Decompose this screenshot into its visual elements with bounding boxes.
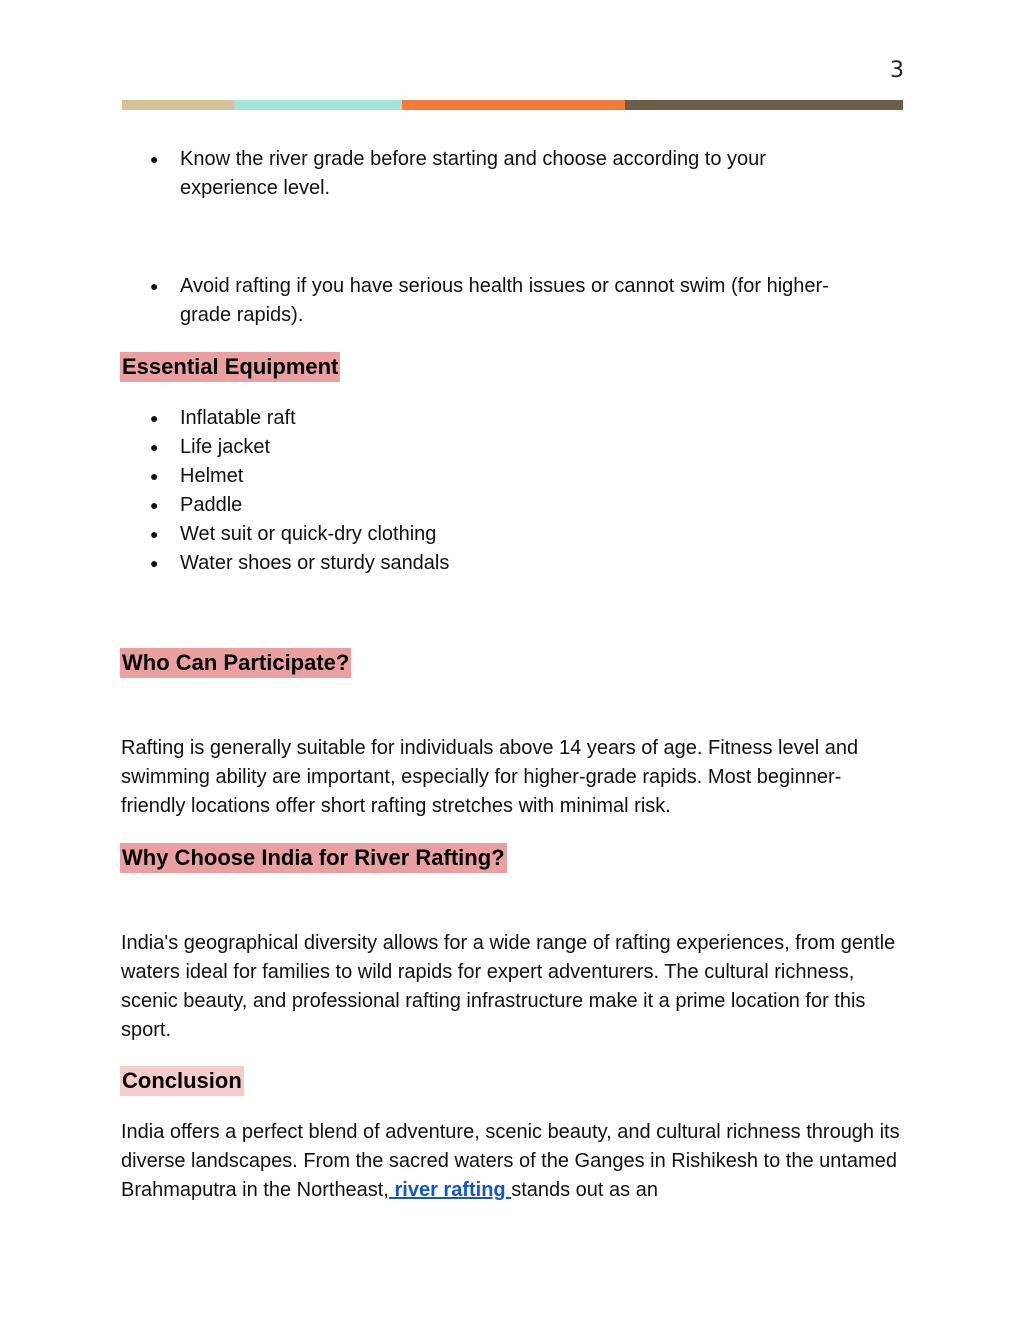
page-number: 3 xyxy=(890,58,904,83)
list-item: ● Helmet xyxy=(180,462,840,491)
paragraph-conclusion xyxy=(121,1118,901,1205)
section-heading-conclusion: Conclusion xyxy=(120,1066,244,1096)
color-bar-segment xyxy=(122,100,234,110)
conclusion-text: India offers a perfect blend of adventure, scenic beauty, and cultural richness through its diverse landscapes. From the sacred waters of the Ganges in Rishikesh to the untamed Brahmaputra in the Northeast, xyxy=(121,1121,900,1201)
section-heading-why-india: Why Choose India for River Rafting? xyxy=(120,843,507,873)
section-heading-equipment: Essential Equipment xyxy=(120,352,340,382)
list-item: ● Life jacket xyxy=(180,433,840,462)
color-bar-segment xyxy=(234,100,402,110)
list-item: ● Paddle xyxy=(180,491,840,520)
color-bar-segment xyxy=(402,100,625,110)
list-item: ● Inflatable raft xyxy=(180,404,840,433)
list-item: ● Wet suit or quick-dry clothing xyxy=(180,520,840,549)
section-heading-participate: Who Can Participate? xyxy=(120,648,351,678)
conclusion-text-continued: stands out as an xyxy=(511,1179,658,1201)
paragraph-participate: Rafting is generally suitable for individuals above 14 years of age. Fitness level and swimming ability are important, especially for higher-grade rapids. Most beginner-friendly locations offer short rafting stretches with minimal risk. xyxy=(121,737,859,817)
list-item: ● Know the river grade before starting and choose according to your experience level. xyxy=(180,145,840,203)
list-item: ● Avoid rafting if you have serious health issues or cannot swim (for higher-grade rapids). xyxy=(180,272,840,330)
list-item: ● Water shoes or sturdy sandals xyxy=(180,549,840,578)
river-rafting-link[interactable]: river rafting xyxy=(388,1179,512,1201)
decorative-color-bar xyxy=(122,100,903,110)
color-bar-segment xyxy=(625,100,903,110)
paragraph-why-india: India's geographical diversity allows for a wide range of rafting experiences, from gentle waters ideal for families to wild rapids for expert adventurers. The cultural richness, scenic beauty, and professional rafting infrastructure make it a prime location for this sport. xyxy=(121,932,896,1041)
